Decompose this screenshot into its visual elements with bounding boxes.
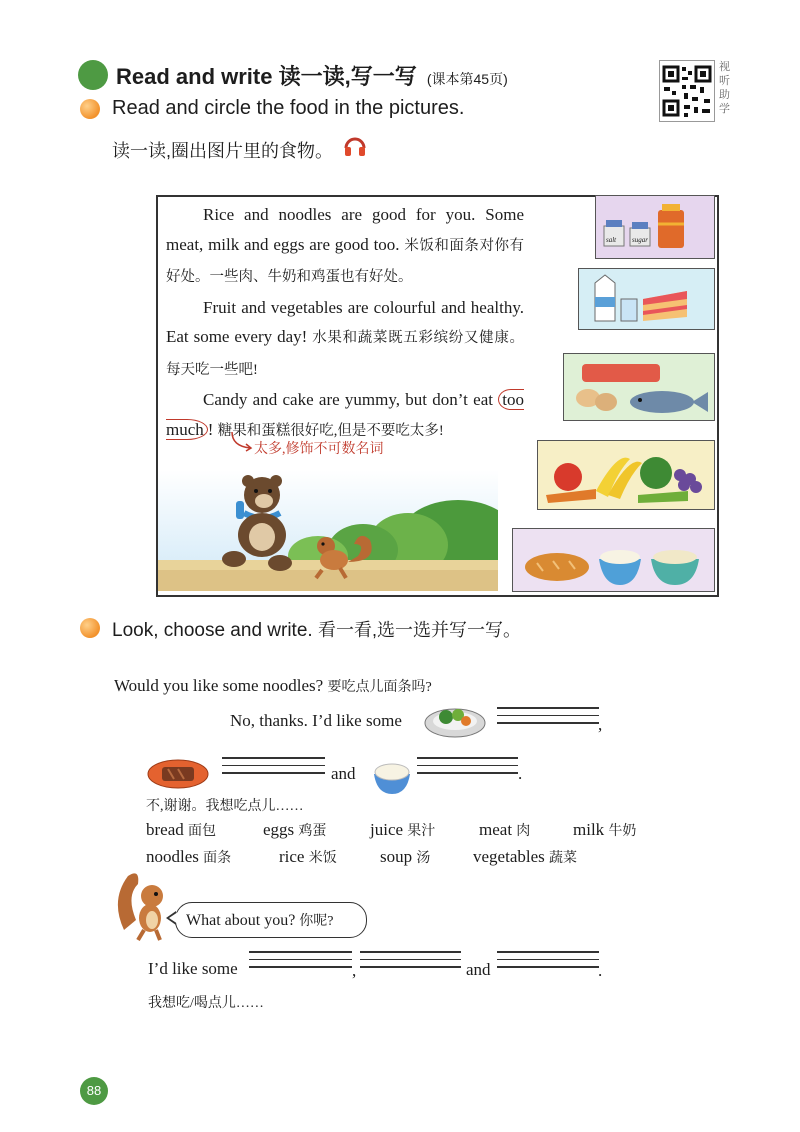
question-cn: 要吃点儿面条吗? bbox=[327, 680, 432, 695]
page-number bbox=[80, 1077, 108, 1105]
word-noodles: noodles 面条 bbox=[146, 847, 232, 866]
annotation-arrow bbox=[230, 432, 254, 456]
speech-bubble bbox=[175, 902, 367, 938]
comma-2: , bbox=[352, 961, 357, 980]
paragraph-3-en: Candy and cake are yummy, but don’t eat bbox=[203, 390, 493, 409]
blank-line-5[interactable] bbox=[360, 951, 461, 968]
blank-line-4[interactable] bbox=[249, 951, 352, 968]
paragraph-2 bbox=[166, 293, 524, 386]
blank-line-1[interactable] bbox=[497, 707, 599, 724]
circled-phrase[interactable]: too much bbox=[166, 390, 524, 439]
period-1: . bbox=[518, 764, 523, 783]
paragraph-3 bbox=[166, 385, 524, 446]
bear-illustration bbox=[214, 473, 298, 573]
section2-instruction-cn: 看一看,选一选并写一写。 bbox=[317, 620, 521, 640]
answer-start: No, thanks. I’d like some bbox=[230, 711, 402, 730]
vegetables-plate-icon bbox=[424, 701, 486, 739]
qr-code-icon bbox=[660, 61, 714, 121]
qr-code[interactable] bbox=[659, 60, 715, 122]
word-meat: meat 肉 bbox=[479, 820, 531, 839]
paragraph-3-cn: 糖果和蛋糕很好吃,但是不要吃太多! bbox=[217, 422, 444, 439]
word-rice: rice 米饭 bbox=[279, 847, 337, 866]
page-reference: (课本第45页) bbox=[426, 71, 508, 87]
squirrel-speaker bbox=[114, 870, 172, 942]
section2-instruction-en: Look, choose and write. bbox=[112, 620, 313, 641]
word-eggs: eggs 鸡蛋 bbox=[263, 820, 327, 839]
food-panel-bread-rice-noodles[interactable] bbox=[512, 528, 715, 592]
sugar-label: sugar bbox=[632, 236, 648, 244]
rice-bowl-icon bbox=[371, 754, 413, 796]
paragraph-3-end: ! bbox=[207, 419, 214, 439]
audio-headphone-icon[interactable] bbox=[343, 134, 367, 158]
blank-line-6[interactable] bbox=[497, 951, 599, 968]
final-start: I’d like some bbox=[148, 959, 238, 978]
bubble-cn: 你呢? bbox=[299, 914, 334, 929]
word-vegetables: vegetables 蔬菜 bbox=[473, 847, 577, 866]
final-cn: 我想吃/喝点儿…… bbox=[148, 996, 264, 1011]
section1-instruction-cn bbox=[112, 137, 333, 163]
title-en: Read and write bbox=[116, 64, 273, 89]
food-panel-condiments[interactable] bbox=[595, 195, 715, 259]
and-word-1: and bbox=[331, 764, 356, 783]
story-text bbox=[166, 200, 524, 446]
qr-label: 视听助学 bbox=[719, 61, 730, 115]
question-en: Would you like some noodles? bbox=[114, 676, 324, 695]
meat-plate-icon bbox=[146, 757, 210, 791]
section1-bullet bbox=[80, 99, 100, 119]
paragraph-1-cn: 米饭和面条对你有好处。一些肉、牛奶和鸡蛋也有好处。 bbox=[166, 237, 525, 285]
word-juice: juice 果汁 bbox=[370, 820, 436, 839]
and-word-2: and bbox=[466, 960, 491, 979]
section2-bullet bbox=[80, 618, 100, 638]
answer-cn: 不,谢谢。我想吃点儿…… bbox=[146, 799, 304, 814]
question bbox=[114, 676, 432, 696]
food-panel-fruit-vegetables[interactable] bbox=[537, 440, 715, 510]
instruction-cn-text: 读一读,圈出图片里的食物。 bbox=[112, 141, 333, 161]
period-2: . bbox=[598, 961, 603, 980]
word-soup: soup 汤 bbox=[380, 847, 431, 866]
section2-instruction bbox=[112, 616, 521, 642]
paragraph-1 bbox=[166, 200, 524, 293]
page-title bbox=[116, 60, 508, 91]
title-bullet bbox=[78, 60, 108, 90]
bubble-en: What about you? bbox=[186, 912, 296, 929]
food-panel-meat-fish-eggs[interactable] bbox=[563, 353, 715, 421]
blank-line-2[interactable] bbox=[222, 757, 325, 774]
salt-label: salt bbox=[606, 236, 617, 244]
paragraph-2-cn: 水果和蔬菜既五彩缤纷又健康。每天吃一些吧! bbox=[166, 330, 525, 378]
page-number-text: 88 bbox=[86, 1083, 102, 1098]
annotation-note: 太多,修饰不可数名词 bbox=[254, 442, 384, 457]
word-milk: milk 牛奶 bbox=[573, 820, 637, 839]
squirrel-illustration bbox=[308, 532, 378, 580]
comma-1: , bbox=[598, 715, 603, 734]
paragraph-2-en: Fruit and vegetables are colourful and healthy. Eat some every day! bbox=[166, 297, 524, 346]
food-panel-milk-cake[interactable] bbox=[578, 268, 715, 330]
blank-line-3[interactable] bbox=[417, 757, 518, 774]
word-bread: bread 面包 bbox=[146, 820, 217, 839]
paragraph-1-en: Rice and noodles are good for you. Some meat, milk and eggs are good too. bbox=[166, 205, 524, 254]
title-cn: 读一读,写一写 bbox=[278, 64, 417, 89]
section1-instruction-en: Read and circle the food in the pictures. bbox=[112, 97, 465, 119]
